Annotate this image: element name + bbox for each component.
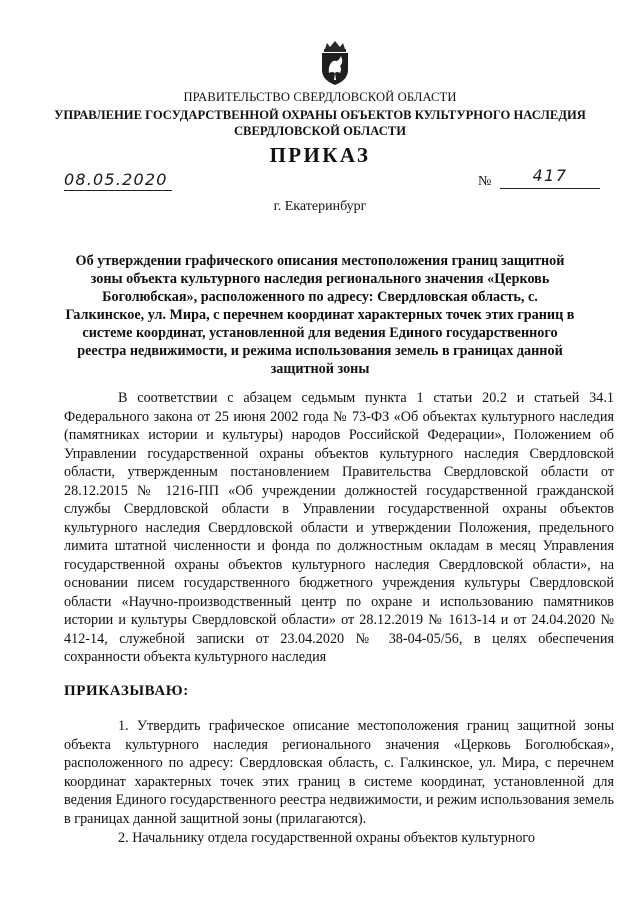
order-item-2: 2. Начальнику отдела государственной охраны объектов культурного [118, 830, 535, 846]
date-underline [64, 190, 172, 191]
document-title: Об утверждении графического описания местоположения границ защитной зоны объекта культурного наследия регионального значения «Церковь Боголюбская», расположенного по адресу: Свердловская область, с. Галкинское, ул. Мира, с перечнем координат характерных точек этих границ в системе координат, установленной для ведения Единого государственного реестра недвижимости, и режима использования земель в границах данной защитной зоны [65, 253, 575, 377]
preamble-paragraph: В соответствии с абзацем седьмым пункта 1 статьи 20.2 и статьей 34.1 Федерального закона от 25 июня 2002 года № 73-ФЗ «Об объектах культурного наследия (памятниках истории и культуры) народов Российской Федерации», Положением об Управлении государственной охраны объектов культурного наследия Свердловской области, утвержденным постановлением Правительства Свердловской области от 28.12.2015 № 1216-ПП «Об учреждении должностей государственной гражданской службы Свердловской области в Управлении государственной охраны объектов культурного наследия Свердловской области и утверждении Положения, предельного лимита штатной численности и фонда по должностным окладам в месяц Управления государственной охраны объектов культурного наследия Свердловской области», на основании писем государственного бюджетного учреждения культуры Свердловской области «Научно-производственный центр по охране и использованию памятников истории и культуры Свердловской области» от 28.12.2019 № 1613-14 и от 24.04.2020 № 412-14, служебной записки от 23.04.2020 № 38-04-05/56, в целях обеспечения сохранности объекта культурного наследия [64, 390, 614, 665]
department-name: УПРАВЛЕНИЕ ГОСУДАРСТВЕННОЙ ОХРАНЫ ОБЪЕКТОВ КУЛЬТУРНОГО НАСЛЕДИЯ СВЕРДЛОВСКОЙ ОБЛАСТИ [54, 108, 586, 138]
document-date: 08.05.2020 [64, 170, 168, 189]
order-item-1: 1. Утвердить графическое описание местоположения границ защитной зоны объекта культурного наследия регионального значения «Церковь Боголюбская», расположенного по адресу: Свердловская область, с. Галкинское, ул. Мира, с перечнем координат характерных точек этих границ в системе координат, установленной для ведения Единого государственного реестра недвижимости, и режим использования земель в границах данной защитной зоны (прилагаются). [64, 718, 614, 827]
sverdlovsk-coat-of-arms-icon [319, 40, 351, 86]
number-underline [500, 188, 600, 189]
document-number: 417 [532, 166, 568, 185]
document-type: ПРИКАЗ [269, 143, 371, 167]
number-label: № [478, 174, 492, 189]
order-heading: ПРИКАЗЫВАЮ: [64, 683, 189, 699]
city: г. Екатеринбург [273, 199, 367, 214]
government-name: ПРАВИТЕЛЬСТВО СВЕРДЛОВСКОЙ ОБЛАСТИ [183, 90, 457, 104]
